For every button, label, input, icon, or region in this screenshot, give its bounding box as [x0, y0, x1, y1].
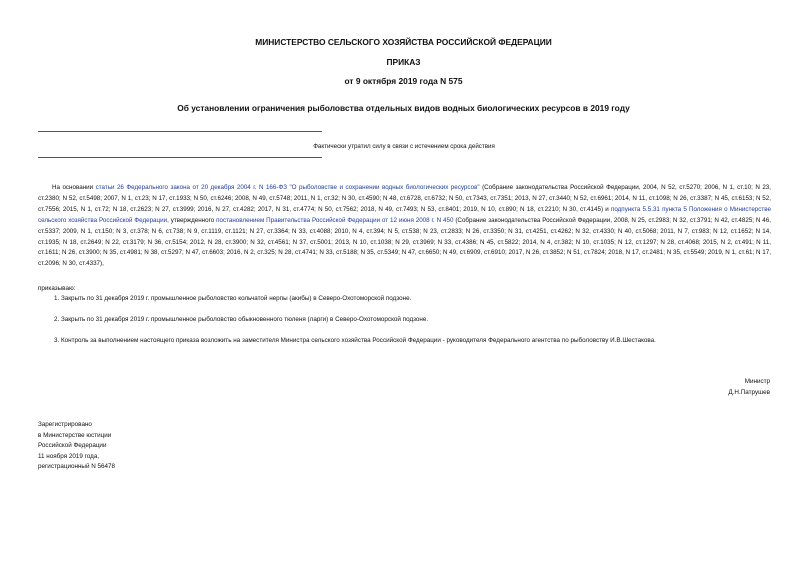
- government-decree-link[interactable]: постановлением Правительства Российской Федерации от 12 июня 2008 г. N 450: [216, 216, 454, 224]
- order-item-2: 2. Закрыть по 31 декабря 2019 г. промышленное рыболовство обыкновенного тюленя (ларги) в Северо-Охотоморской подзоне.: [54, 316, 429, 323]
- registration-block: [38, 420, 115, 473]
- preamble-text: На основании: [52, 184, 96, 191]
- document-type: ПРИКАЗ: [386, 57, 421, 67]
- registration-line: Российской Федерации: [38, 442, 107, 450]
- preamble-text: , утвержденного: [167, 216, 217, 224]
- document-title: Об установлении ограничения рыболовства отдельных видов водных биологических ресурсов в 2019 году: [177, 103, 630, 113]
- registration-line: регистрационный N 56478: [38, 463, 116, 471]
- regulation-subparagraph-link[interactable]: подпункта 5.5.31 пункта 5 Положения о Министерстве сельского хозяйства Российской Федерации: [38, 205, 771, 224]
- signature-name: Д.Н.Патрушев: [728, 389, 770, 396]
- preamble-text: (Собрание законодательства Российской Федерации, 2004, N 52, ст.5270; 2006, N 1, ст.10; N 23, ст.2380; N 52, ст.5498; 2007, N 1, ст.23; N 17, ст.1933; N 50, ст.6246; 2008, N 49, ст.5748; 2011, N 1, ст.32; N 30, ст.4590; N 48, ст.6728, ст.6732; N 50, ст.7343, ст.7351; 2013, N 27, ст.3440; N 52, ст.6961; 2014, N 11, ст.1098; N 26, ст.3387; N 45, ст.6153; N 52, ст.7556; 2015, N 1, ст.72; N 18, ст.2623; N 27, ст.3999; 2016, N 27, ст.4282; 2017, N 31, ст.4774; N 50, ст.7562; 2018, N 49, ст.7493; N 53, ст.8401; 2019, N 10, ст.890; N 18, ст.2210; N 30, ст.4145) и: [38, 184, 772, 213]
- document-date-number: от 9 октября 2019 года N 575: [344, 76, 463, 86]
- ministry-heading: МИНИСТЕРСТВО СЕЛЬСКОГО ХОЗЯЙСТВА РОССИЙСКОЙ ФЕДЕРАЦИИ: [255, 37, 552, 47]
- registration-line: в Министерстве юстиции: [38, 431, 112, 439]
- divider-top: [38, 131, 322, 132]
- registration-line: 11 ноября 2019 года,: [38, 452, 100, 460]
- registration-line: Зарегистрировано: [38, 421, 92, 428]
- federal-law-link[interactable]: статьи 26 Федерального закона от 20 декабря 2004 г. N 166-ФЗ "О рыболовстве и сохранении водных биологических ресурсов": [95, 184, 480, 191]
- status-note: Фактически утратил силу в связи с истечением срока действия: [313, 143, 495, 150]
- divider-bottom: [38, 157, 322, 158]
- order-item-3: 3. Контроль за выполнением настоящего приказа возложить на заместителя Министра сельского хозяйства Российской Федерации - руководителя Федерального агентства по рыболовству И.В.Шестакова.: [54, 337, 656, 344]
- order-word: приказываю:: [38, 285, 76, 292]
- preamble-text: (Собрание законодательства Российской Федерации, 2008, N 25, ст.2983; N 32, ст.3791; N 42, ст.4825; N 46, ст.5337; 2009, N 1, ст.150; N 3, ст.378; N 6, ст.738; N 9, ст.1119, ст.1121; N 27, ст.3364; N 33, ст.4088; 2010, N 4, ст.394; N 5, ст.538; N 23, ст.2833; N 26, ст.3350; N 31, ст.4251, ст.4262; N 32, ст.4330; N 40, ст.5068; 2011, N 7, ст.983; N 12, ст.1652; N 14, ст.1935; N 18, ст.2649; N 22, ст.3179; N 36, ст.5154; 2012, N 28, ст.3900; N 32, ст.4561; N 37, ст.5001; 2013, N 10, ст.1038; N 29, ст.3969; N 33, ст.4386; N 45, ст.5822; 2014, N 4, ст.382; N 10, ст.1035; N 12, ст.1297; N 28, ст.4068; 2015, N 2, ст.491; N 11, ст.1611; N 26, ст.3900; N 35, ст.4981; N 38, ст.5297; N 47, ст.6603; 2016, N 2, ст.325; N 28, ст.4741; N 33, ст.5188; N 35, ст.5349; N 47, ст.6650; N 49, ст.6909, ст.6910; 2017, N 26, ст.3852; N 51, ст.7824; 2018, N 17, ст.2481; N 35, ст.5549; 2019, N 1, ст.61; N 17, ст.2096; N 30, ст.4337),: [38, 216, 771, 268]
- preamble-paragraph: [38, 183, 771, 270]
- order-item-1: 1. Закрыть по 31 декабря 2019 г. промышленное рыболовство кольчатой нерпы (акибы) в Северо-Охотоморской подзоне.: [54, 295, 412, 302]
- signature-position: Министр: [744, 378, 770, 385]
